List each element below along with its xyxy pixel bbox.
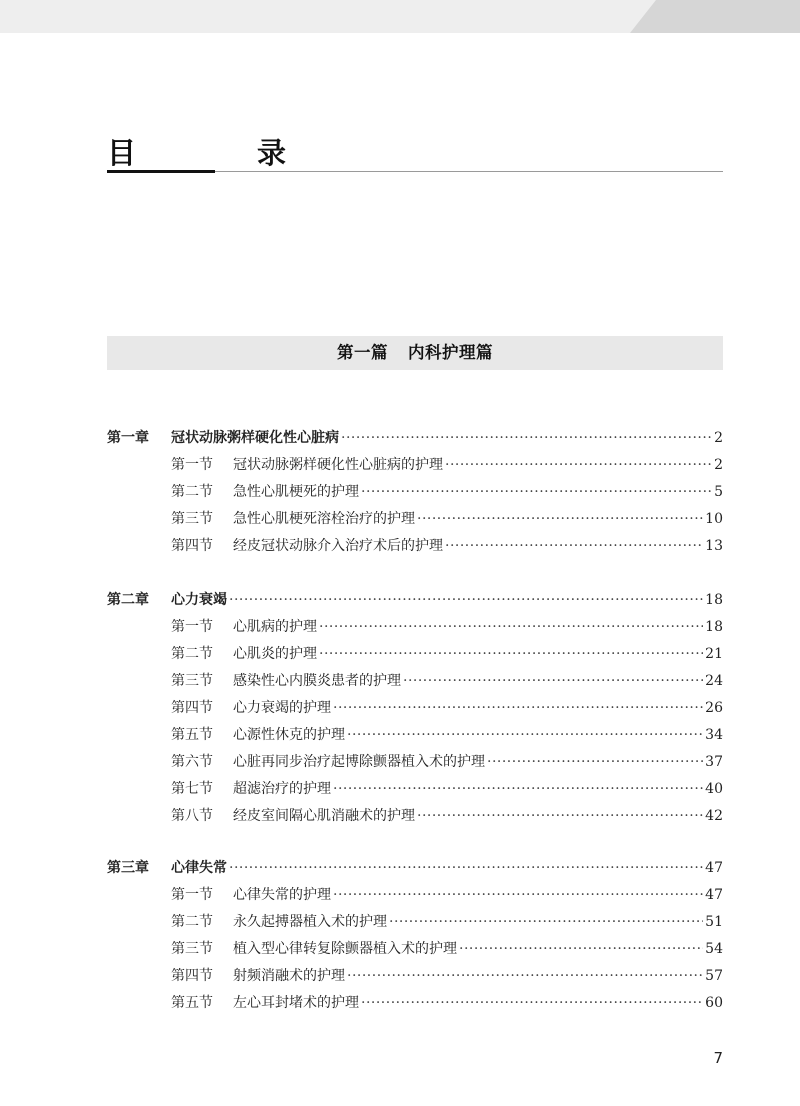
dot-leader bbox=[333, 885, 703, 905]
dot-leader bbox=[403, 671, 703, 691]
page-ref: 2 bbox=[714, 430, 723, 446]
section-label: 第一节 bbox=[171, 887, 213, 903]
toc-section[interactable] bbox=[107, 966, 723, 986]
section-label: 第七节 bbox=[171, 781, 213, 797]
toc-chapter-3[interactable] bbox=[107, 858, 723, 878]
section-label: 第二节 bbox=[171, 484, 213, 500]
chapter-title: 冠状动脉粥样硬化性心脏病 bbox=[171, 430, 339, 446]
section-title: 急性心肌梗死的护理 bbox=[233, 484, 359, 500]
toc-section[interactable] bbox=[107, 939, 723, 959]
dot-leader bbox=[487, 752, 703, 772]
toc-section[interactable] bbox=[107, 536, 723, 556]
page-ref: 47 bbox=[705, 860, 723, 876]
dot-leader bbox=[445, 536, 703, 556]
page-ref: 18 bbox=[705, 592, 723, 608]
section-title: 左心耳封堵术的护理 bbox=[233, 995, 359, 1011]
dot-leader bbox=[347, 966, 703, 986]
dot-leader bbox=[229, 858, 703, 878]
header-tab-decoration bbox=[630, 0, 800, 33]
toc-section[interactable] bbox=[107, 912, 723, 932]
section-label: 第四节 bbox=[171, 538, 213, 554]
dot-leader bbox=[319, 617, 703, 637]
section-title: 射频消融术的护理 bbox=[233, 968, 345, 984]
toc-section[interactable] bbox=[107, 885, 723, 905]
dot-leader bbox=[229, 590, 703, 610]
dot-leader bbox=[361, 993, 703, 1013]
section-title: 感染性心内膜炎患者的护理 bbox=[233, 673, 401, 689]
dot-leader bbox=[319, 644, 703, 664]
page-ref: 13 bbox=[705, 538, 723, 554]
toc-section[interactable] bbox=[107, 752, 723, 772]
page-ref: 10 bbox=[705, 511, 723, 527]
toc-chapter-2[interactable] bbox=[107, 590, 723, 610]
page-number: 7 bbox=[713, 1049, 723, 1067]
section-label: 第六节 bbox=[171, 754, 213, 770]
toc-section[interactable] bbox=[107, 779, 723, 799]
section-label: 第一节 bbox=[171, 619, 213, 635]
section-title: 心肌病的护理 bbox=[233, 619, 317, 635]
dot-leader bbox=[417, 806, 703, 826]
toc-section[interactable] bbox=[107, 806, 723, 826]
section-title: 超滤治疗的护理 bbox=[233, 781, 331, 797]
toc-section[interactable] bbox=[107, 644, 723, 664]
section-title: 经皮冠状动脉介入治疗术后的护理 bbox=[233, 538, 443, 554]
page-ref: 37 bbox=[705, 754, 723, 770]
toc-section[interactable] bbox=[107, 455, 723, 475]
section-title: 心力衰竭的护理 bbox=[233, 700, 331, 716]
page-ref: 42 bbox=[705, 808, 723, 824]
section-title: 心源性休克的护理 bbox=[233, 727, 345, 743]
section-title: 心肌炎的护理 bbox=[233, 646, 317, 662]
dot-leader bbox=[341, 428, 712, 448]
chapter-label: 第一章 bbox=[107, 430, 149, 446]
page-ref: 5 bbox=[714, 484, 723, 500]
page-ref: 54 bbox=[705, 941, 723, 957]
toc-section[interactable] bbox=[107, 725, 723, 745]
page-ref: 34 bbox=[705, 727, 723, 743]
part-name: 内科护理篇 bbox=[408, 343, 493, 362]
part-banner bbox=[107, 336, 723, 370]
toc-section[interactable] bbox=[107, 482, 723, 502]
page-ref: 2 bbox=[714, 457, 723, 473]
page-ref: 47 bbox=[705, 887, 723, 903]
dot-leader bbox=[347, 725, 703, 745]
page-ref: 18 bbox=[705, 619, 723, 635]
section-label: 第三节 bbox=[171, 511, 213, 527]
section-label: 第一节 bbox=[171, 457, 213, 473]
section-title: 心律失常的护理 bbox=[233, 887, 331, 903]
section-label: 第五节 bbox=[171, 727, 213, 743]
section-label: 第二节 bbox=[171, 646, 213, 662]
page-ref: 51 bbox=[705, 914, 723, 930]
dot-leader bbox=[333, 779, 703, 799]
part-number: 第一篇 bbox=[337, 343, 388, 362]
chapter-label: 第三章 bbox=[107, 860, 149, 876]
toc-section[interactable] bbox=[107, 993, 723, 1013]
section-title: 心脏再同步治疗起博除颤器植入术的护理 bbox=[233, 754, 485, 770]
toc-section[interactable] bbox=[107, 698, 723, 718]
chapter-label: 第二章 bbox=[107, 592, 149, 608]
title-rule-accent bbox=[107, 170, 215, 173]
page-ref: 60 bbox=[705, 995, 723, 1011]
section-label: 第二节 bbox=[171, 914, 213, 930]
section-title: 植入型心律转复除颤器植入术的护理 bbox=[233, 941, 457, 957]
dot-leader bbox=[459, 939, 703, 959]
section-label: 第五节 bbox=[171, 995, 213, 1011]
page-ref: 21 bbox=[705, 646, 723, 662]
page-ref: 26 bbox=[705, 700, 723, 716]
dot-leader bbox=[361, 482, 712, 502]
section-label: 第四节 bbox=[171, 968, 213, 984]
section-label: 第三节 bbox=[171, 673, 213, 689]
section-title: 永久起搏器植入术的护理 bbox=[233, 914, 387, 930]
section-title: 冠状动脉粥样硬化性心脏病的护理 bbox=[233, 457, 443, 473]
toc-section[interactable] bbox=[107, 671, 723, 691]
dot-leader bbox=[445, 455, 712, 475]
toc-section[interactable] bbox=[107, 617, 723, 637]
section-label: 第三节 bbox=[171, 941, 213, 957]
page-ref: 57 bbox=[705, 968, 723, 984]
toc-title: 目 录 bbox=[107, 136, 333, 170]
section-label: 第四节 bbox=[171, 700, 213, 716]
dot-leader bbox=[417, 509, 703, 529]
page-ref: 24 bbox=[705, 673, 723, 689]
section-title: 经皮室间隔心肌消融术的护理 bbox=[233, 808, 415, 824]
toc-chapter-1[interactable] bbox=[107, 428, 723, 448]
section-label: 第八节 bbox=[171, 808, 213, 824]
chapter-title: 心力衰竭 bbox=[171, 592, 227, 608]
dot-leader bbox=[389, 912, 703, 932]
toc-section[interactable] bbox=[107, 509, 723, 529]
dot-leader bbox=[333, 698, 703, 718]
page-ref: 40 bbox=[705, 781, 723, 797]
section-title: 急性心肌梗死溶栓治疗的护理 bbox=[233, 511, 415, 527]
chapter-title: 心律失常 bbox=[171, 860, 227, 876]
